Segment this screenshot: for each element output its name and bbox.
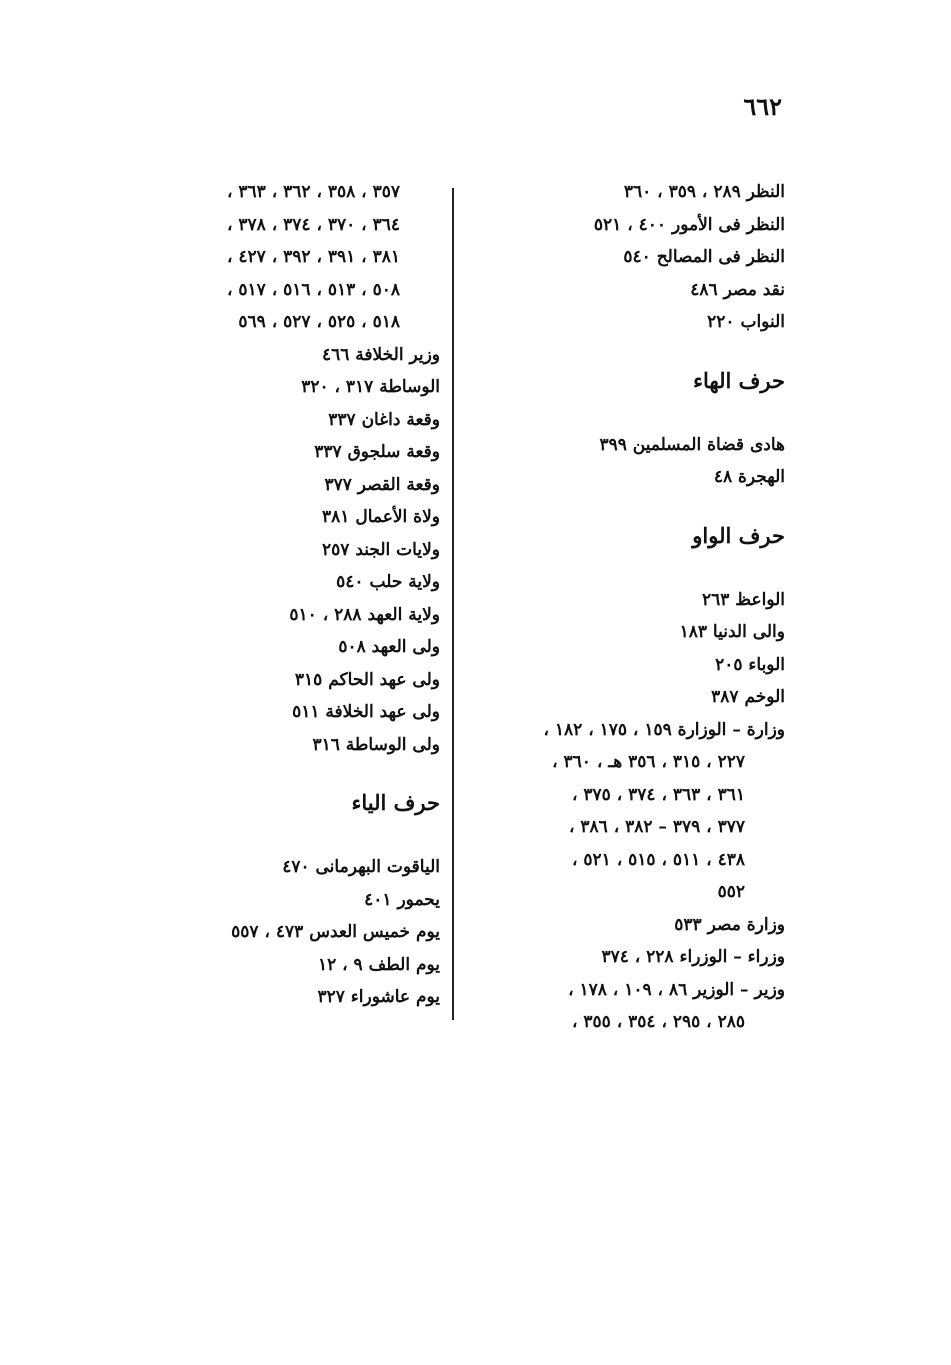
index-entry: وقعة سلجوق ٣٣٧ xyxy=(314,442,440,462)
index-entry: وقعة داغان ٣٣٧ xyxy=(328,409,440,430)
index-column-left xyxy=(120,176,440,1014)
index-entry: وزير الخلافة ٤٦٦ xyxy=(321,344,440,365)
index-entry: النواب ٢٢٠ xyxy=(707,312,785,332)
index-entry: وزارة – الوزارة ١٥٩ ، ١٧٥ ، ١٨٢ ، xyxy=(543,719,785,740)
index-entry: والى الدنيا ١٨٣ xyxy=(679,622,785,642)
index-entry: ولاية العهد ٢٨٨ ، ٥١٠ xyxy=(289,604,440,625)
index-entry: ولاية حلب ٥٤٠ xyxy=(336,572,440,592)
index-entry: ولايات الجند ٢٥٧ xyxy=(322,539,440,560)
index-column-right xyxy=(465,176,785,1039)
index-entry-continuation: ٣٦١ ، ٣٦٣ ، ٣٧٤ ، ٣٧٥ ، xyxy=(571,784,745,805)
index-entry-continuation: ٣٦٤ ، ٣٧٠ ، ٣٧٤ ، ٣٧٨ ، xyxy=(226,214,400,235)
index-entry: وزارة مصر ٥٣٣ xyxy=(674,914,785,935)
index-entry: الهجرة ٤٨ xyxy=(713,467,785,487)
column-divider xyxy=(452,188,454,1020)
index-entry: ولاة الأعمال ٣٨١ xyxy=(322,507,440,527)
index-entry-continuation: ٥٥٢ xyxy=(717,882,745,902)
index-entry: نقد مصر ٤٨٦ xyxy=(690,279,785,300)
index-entry: يوم الطف ٩ ، ١٢ xyxy=(317,954,440,975)
index-entry-continuation: ٢٢٧ ، ٣١٥ ، ٣٥٦ هـ ، ٣٦٠ ، xyxy=(552,752,745,772)
index-entry: النظر فى المصالح ٥٤٠ xyxy=(623,247,785,267)
index-entry: وزراء – الوزراء ٢٢٨ ، ٣٧٤ xyxy=(601,947,785,967)
index-entry-continuation: ٥١٨ ، ٥٢٥ ، ٥٢٧ ، ٥٦٩ xyxy=(238,312,400,332)
index-entry: الياقوت البهرمانى ٤٧٠ xyxy=(282,857,440,877)
index-entry: الوخم ٣٨٧ xyxy=(711,687,785,707)
index-entry: ولى عهد الحاكم ٣١٥ xyxy=(294,669,440,690)
index-entry: الواعظ ٢٦٣ xyxy=(701,589,785,610)
index-entry: هادى قضاة المسلمين ٣٩٩ xyxy=(599,434,785,455)
index-entry: الوساطة ٣١٧ ، ٣٢٠ xyxy=(301,377,440,397)
index-entry: وقعة القصر ٣٧٧ xyxy=(324,474,440,495)
index-entry: يوم خميس العدس ٤٧٣ ، ٥٥٧ xyxy=(231,922,440,942)
page-number: ٦٦٢ xyxy=(743,92,782,121)
index-entry-continuation: ٣٨١ ، ٣٩١ ، ٣٩٢ ، ٤٢٧ ، xyxy=(226,247,400,267)
index-entry-continuation: ٣٥٧ ، ٣٥٨ ، ٣٦٢ ، ٣٦٣ ، xyxy=(226,182,400,202)
section-heading-ha: حرف الهاء xyxy=(693,367,785,393)
index-entry-continuation: ٣٧٧ ، ٣٧٩ – ٣٨٢ ، ٣٨٦ ، xyxy=(568,817,745,837)
index-entry-continuation: ٤٣٨ ، ٥١١ ، ٥١٥ ، ٥٢١ ، xyxy=(571,849,745,870)
index-entry: ولى العهد ٥٠٨ xyxy=(338,637,440,657)
section-heading-ya: حرف الياء xyxy=(351,790,440,815)
index-entry: يوم عاشوراء ٣٢٧ xyxy=(317,987,440,1007)
index-entry: الوباء ٢٠٥ xyxy=(715,654,785,675)
index-entry: النظر ٢٨٩ ، ٣٥٩ ، ٣٦٠ xyxy=(623,182,785,202)
index-entry-continuation: ٢٨٥ ، ٢٩٥ ، ٣٥٤ ، ٣٥٥ ، xyxy=(571,1012,745,1032)
index-entry: يحمور ٤٠١ xyxy=(364,889,440,910)
index-entry: وزير – الوزير ٨٦ ، ١٠٩ ، ١٧٨ ، xyxy=(568,979,785,1000)
section-heading-waw: حرف الواو xyxy=(692,522,785,548)
index-entry: ولى الوساطة ٣١٦ xyxy=(312,734,440,755)
index-entry-continuation: ٥٠٨ ، ٥١٣ ، ٥١٦ ، ٥١٧ ، xyxy=(226,279,400,300)
index-entry: ولى عهد الخلافة ٥١١ xyxy=(292,702,440,722)
index-entry: النظر فى الأمور ٤٠٠ ، ٥٢١ xyxy=(593,214,785,235)
